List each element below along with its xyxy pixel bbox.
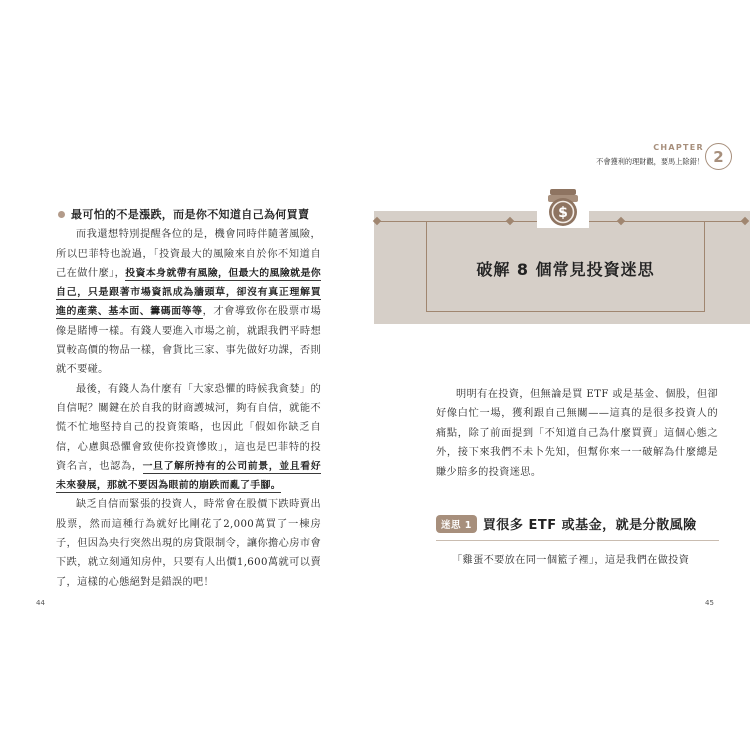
myth-title: 買很多 ETF 或基金，就是分散風險 xyxy=(482,518,697,533)
page-number-right: 45 xyxy=(705,599,714,607)
right-page-body xyxy=(436,385,718,482)
myth-heading xyxy=(436,514,697,533)
banner-left-rule xyxy=(378,221,426,222)
chapter-header xyxy=(590,143,740,183)
banner-right-rule xyxy=(705,221,745,222)
paragraph-1-highlight: 投資本身就帶有風險，但最大的風險就是你自己，只是跟著市場資訊成為牆頭草，卻沒有真正理解買進的產業、基本面、籌碼面等等 xyxy=(56,267,321,318)
myth-paragraph-start: 「雞蛋不要放在同一個籃子裡」，這是我們在做投資 xyxy=(452,555,690,566)
paragraph-1 xyxy=(56,225,321,379)
intro-paragraph: 明明有在投資，但無論是買 ETF 或是基金、個股，但卻好像白忙一場，獲利跟自己無關——這真的是很多投資人的痛點，除了前面提到「不知道自己為什麼買賣」這個心態之外，接下來我們不未卜先知，但幫你來一一破解為什麼總是賺少賠多的投資迷思。 xyxy=(436,389,718,478)
chapter-number-badge xyxy=(705,143,732,170)
section-heading-text: 最可怕的不是漲跌，而是你不知道自己為何買賣 xyxy=(71,208,310,221)
paragraph-2-text-a: 最後，有錢人為什麼有「大家恐懼的時候我貪婪」的自信呢？關鍵在於自我的財商護城河，夠有自信，就能不慌不忙地堅持自己的投資策略，也因此「假如你缺乏自信，心慮與恐懼會致使你投資慘敗」，這也是巴菲特的投資名言，也認為， xyxy=(56,383,321,472)
chapter-number: 2 xyxy=(713,147,724,166)
banner-title: 破解 8 個常見投資迷思 xyxy=(476,260,655,279)
paragraph-2 xyxy=(56,380,321,496)
paragraph-3: 缺乏自信而緊張的投資人，時常會在股價下跌時賣出股票，然而這種行為就好比剛花了2,000萬買了一棟房子，但因為央行突然出現的房貸限制令，讓你擔心房市會下跌，就立刻通知房仲，只要有人出價1,600萬就可以賣了，這樣的心態絕對是錯誤的吧！ xyxy=(56,499,321,588)
chapter-label: CHAPTER xyxy=(653,143,704,152)
svg-text:$: $ xyxy=(558,205,568,221)
paragraph-1-text-a: 而我還想特別提醒各位的是，機會同時伴隨著風險，所以巴菲特也說過，「投資最大的風險來自於你不知道自己在做什麼」， xyxy=(56,229,321,279)
bullet-dot-icon xyxy=(58,211,65,218)
section-heading xyxy=(58,205,321,224)
myth-divider xyxy=(436,540,719,541)
paragraph-1-text-b: ，才會導致你在股票市場像是賭博一樣。有錢人要進入市場之前，就跟我們平時想買較高價的物品一樣，會貨比三家、事先做好功課，否則就不要碰。 xyxy=(56,306,321,376)
chapter-subtitle: 不會獲利的理財觀，要馬上除錯！ xyxy=(596,157,704,166)
page-number-left: 44 xyxy=(36,599,45,607)
left-page-body xyxy=(56,205,321,592)
paragraph-2-highlight: 一旦了解所持有的公司前景，並且看好未來發展，那就不要因為眼前的崩跌而亂了手腳。 xyxy=(56,460,321,492)
myth-badge: 迷思 1 xyxy=(436,515,477,533)
dollar-coin-stack-icon xyxy=(537,186,589,228)
